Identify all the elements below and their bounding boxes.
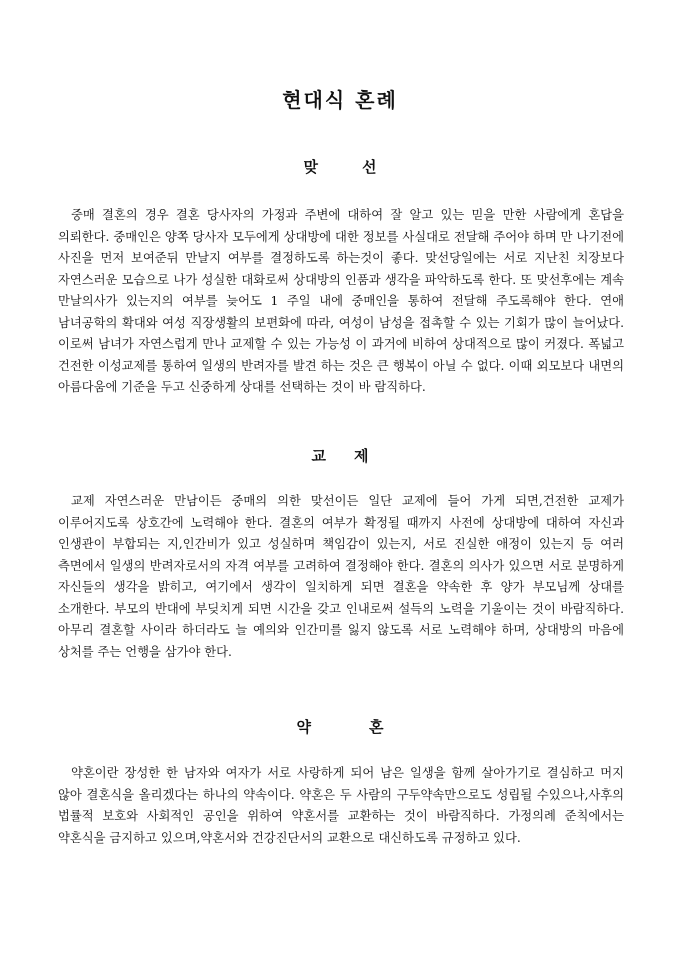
heading-char: 혼 [369, 718, 384, 736]
heading-char: 선 [362, 158, 377, 176]
section-body-matseon: 중매 결혼의 경우 결혼 당사자의 가정과 주변에 대하여 잘 알고 있는 믿을 만한 사람에게 혼답을 의뢰한다. 중매인은 양쪽 당사자 모두에게 상대방에 대한 정보를 사실대로 전달해 주어야 하며 만 나기전에 사진을 먼저 보여준뒤 만날지 여부를 결정하도록 하는것이 좋다. 맞선당일에는 서로 지난친 치장보다 자연스러운 모습으로 나가 성실한 대화로써 상대방의 인품과 생각을 파악하도록 한다. 또 맞선후에는 계속 만날의사가 있는지의 여부를 늦어도 1 주일 내에 중매인을 통하여 전달해 주도록해야 한다. 연애 남녀공학의 확대와 여성 직장생활의 보편화에 따라, 여성이 남성을 접촉할 수 있는 기회가 많이 늘어났다. 이로써 남녀가 자연스럽게 만나 교제할 수 있는 가능성 이 과거에 비하여 상대적으로 많이 커졌다. 폭넓고 건전한 이성교제를 통하여 일생의 반려자를 발견 하는 것은 큰 행복이 아닐 수 없다. 이때 외모보다 내면의 아름다움에 기준을 두고 신중하게 상대를 선택하는 것이 바 람직하다. [58, 208, 624, 394]
heading-char: 약 [296, 718, 311, 736]
section-body-gyoje: 교제 자연스러운 만남이든 중매의 의한 맞선이든 일단 교제에 들어 가게 되면,건전한 교제가 이루어지도록 상호간에 노력해야 한다. 결혼의 여부가 확정될 때까지 사전에 상대방에 대하여 자신과 인생관이 부합되는 지,인간비가 있고 성실하며 책임감이 있는지, 서로 진실한 애정이 있는지 등 여러 측면에서 일생의 반려자로서의 자격 여부를 고려하여 결정해야 한다. 결혼의 의사가 있으면 서로 분명하게 자신들의 생각을 밝히고, 여기에서 생각이 일치하게 되면 결혼을 약속한 후 양가 부모님께 상대를 소개한다. 부모의 반대에 부딪치게 되면 시간을 갖고 인내로써 설득의 노력을 기울이는 것이 바람직하다. 아무리 결혼할 사이라 하더라도 늘 예의와 인간미를 잃지 않도록 서로 노력해야 하며, 상대방의 마음에 상처를 주는 언행을 삼가야 한다. [58, 494, 624, 659]
section-heading-matseon [0, 156, 680, 177]
section-body-yakhon: 약혼이란 장성한 한 남자와 여자가 서로 사랑하게 되어 남은 일생을 함께 살아가기로 결심하고 머지 않아 결혼식을 올리겠다는 하나의 약속이다. 약혼은 두 사람의 구두약속만으로도 성립될 수있으나,사후의 법률적 보호와 사회적인 공인을 위하여 약혼서를 교환하는 것이 바람직하다. 가정의례 준칙에서는 약혼식을 금지하고 있으며,약혼서와 건강진단서의 교환으로 대신하도록 규정하고 있다. [58, 766, 624, 845]
heading-char: 맞 [303, 158, 318, 176]
section-heading-yakhon [0, 716, 680, 737]
heading-char: 제 [354, 447, 369, 465]
section-heading-gyoje [0, 445, 680, 466]
heading-char: 교 [311, 447, 326, 465]
document-title: 현대식 혼례 [282, 88, 398, 112]
